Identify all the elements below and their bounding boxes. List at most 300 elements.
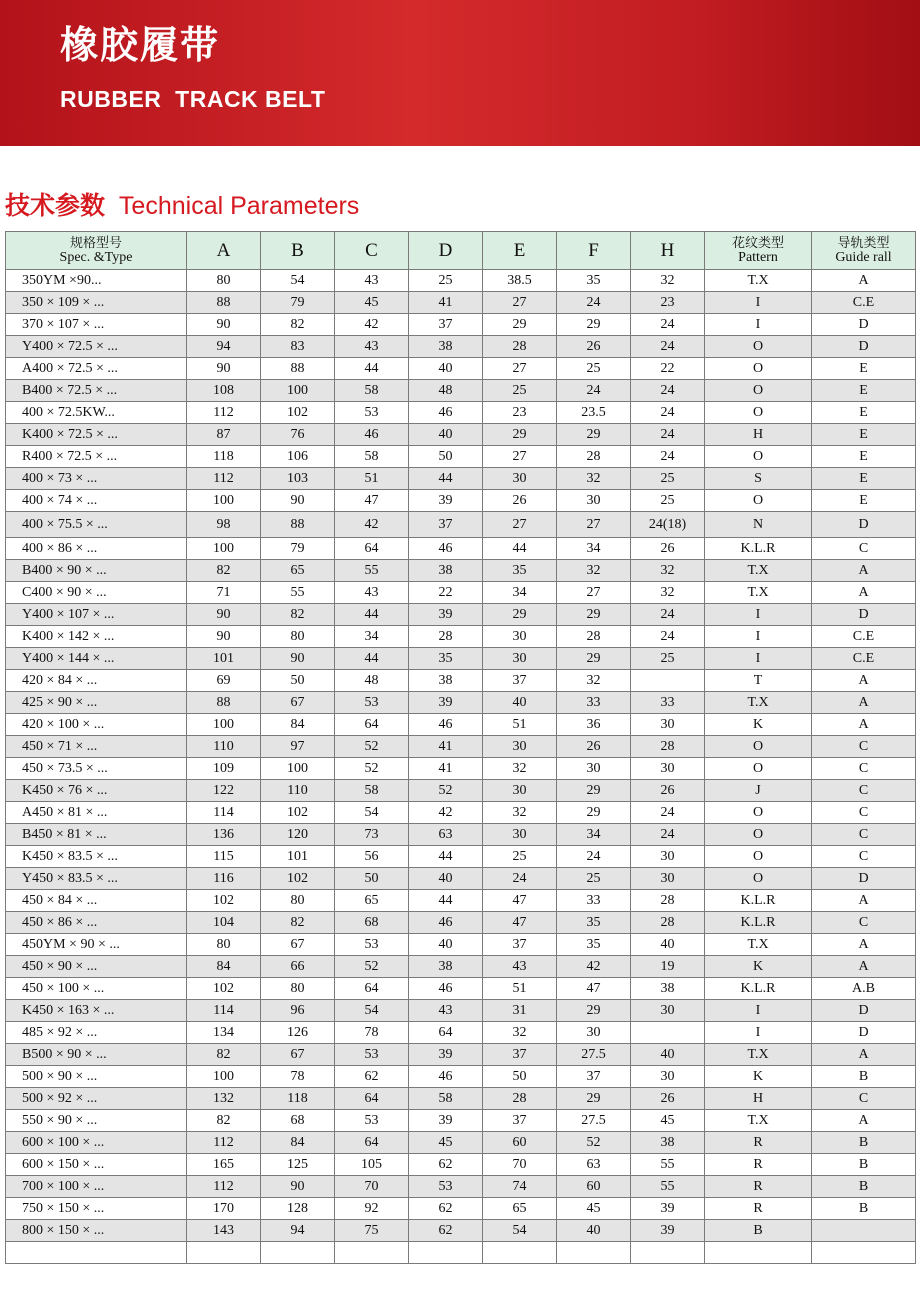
cell-f: 32: [557, 670, 631, 692]
cell-guide: C: [812, 780, 916, 802]
cell-a: 102: [187, 890, 261, 912]
cell-a: 100: [187, 538, 261, 560]
cell-a: 118: [187, 446, 261, 468]
cell-spec: Y400 × 72.5 × ...: [6, 336, 187, 358]
cell-e: 51: [483, 714, 557, 736]
cell-d: 40: [409, 868, 483, 890]
cell-spec: 500 × 90 × ...: [6, 1066, 187, 1088]
cell-c: 53: [335, 1110, 409, 1132]
cell-guide: [812, 1242, 916, 1264]
table-row: [6, 890, 916, 912]
cell-h: 30: [631, 846, 705, 868]
table-row: [6, 1000, 916, 1022]
cell-f: 25: [557, 868, 631, 890]
cell-a: 102: [187, 978, 261, 1000]
cell-guide: C.E: [812, 292, 916, 314]
cell-f: 45: [557, 1198, 631, 1220]
cell-d: 39: [409, 1044, 483, 1066]
cell-b: 79: [261, 538, 335, 560]
col-header-guide-cn: 导轨类型: [837, 235, 890, 251]
cell-h: 28: [631, 912, 705, 934]
cell-e: 30: [483, 648, 557, 670]
cell-guide: B: [812, 1154, 916, 1176]
cell-c: 51: [335, 468, 409, 490]
cell-h: 26: [631, 780, 705, 802]
cell-spec: R400 × 72.5 × ...: [6, 446, 187, 468]
cell-pattern: K.L.R: [705, 912, 812, 934]
cell-pattern: I: [705, 626, 812, 648]
cell-f: 24: [557, 292, 631, 314]
cell-spec: 485 × 92 × ...: [6, 1022, 187, 1044]
cell-spec: 500 × 92 × ...: [6, 1088, 187, 1110]
cell-a: 110: [187, 736, 261, 758]
cell-pattern: R: [705, 1132, 812, 1154]
table-row: [6, 692, 916, 714]
cell-e: 25: [483, 846, 557, 868]
cell-f: 32: [557, 468, 631, 490]
cell-d: 22: [409, 582, 483, 604]
cell-e: 70: [483, 1154, 557, 1176]
cell-b: 90: [261, 1176, 335, 1198]
col-header-h: H: [631, 232, 705, 270]
cell-e: 37: [483, 1044, 557, 1066]
cell-h: [631, 1242, 705, 1264]
cell-e: 27: [483, 446, 557, 468]
technical-parameters-table: [5, 231, 916, 1264]
col-header-guide: [812, 232, 916, 270]
cell-a: 136: [187, 824, 261, 846]
cell-guide: A: [812, 560, 916, 582]
cell-c: 44: [335, 604, 409, 626]
cell-e: 38.5: [483, 270, 557, 292]
cell-d: 46: [409, 538, 483, 560]
cell-guide: B: [812, 1066, 916, 1088]
cell-c: 44: [335, 648, 409, 670]
table-row: [6, 824, 916, 846]
cell-d: 37: [409, 314, 483, 336]
cell-d: 46: [409, 978, 483, 1000]
cell-h: 32: [631, 582, 705, 604]
cell-guide: D: [812, 604, 916, 626]
cell-f: 26: [557, 736, 631, 758]
cell-guide: C: [812, 802, 916, 824]
table-row: [6, 358, 916, 380]
cell-guide: E: [812, 468, 916, 490]
cell-d: 28: [409, 626, 483, 648]
cell-b: 80: [261, 978, 335, 1000]
cell-pattern: I: [705, 314, 812, 336]
cell-b: 118: [261, 1088, 335, 1110]
section-title-cn: 技术参数: [5, 191, 106, 220]
cell-f: 52: [557, 1132, 631, 1154]
cell-e: 32: [483, 802, 557, 824]
cell-guide: E: [812, 446, 916, 468]
cell-f: 24: [557, 846, 631, 868]
cell-a: 82: [187, 1044, 261, 1066]
cell-spec: B400 × 72.5 × ...: [6, 380, 187, 402]
cell-b: 126: [261, 1022, 335, 1044]
cell-c: 65: [335, 890, 409, 912]
cell-d: 48: [409, 380, 483, 402]
table-row: [6, 604, 916, 626]
cell-d: 44: [409, 846, 483, 868]
cell-guide: D: [812, 314, 916, 336]
cell-guide: A: [812, 714, 916, 736]
table-row: [6, 912, 916, 934]
cell-guide: D: [812, 336, 916, 358]
table-row: [6, 490, 916, 512]
cell-b: 96: [261, 1000, 335, 1022]
cell-pattern: O: [705, 868, 812, 890]
cell-a: 116: [187, 868, 261, 890]
cell-spec: 400 × 72.5KW...: [6, 402, 187, 424]
cell-c: 53: [335, 934, 409, 956]
cell-pattern: T.X: [705, 582, 812, 604]
cell-e: 74: [483, 1176, 557, 1198]
cell-b: 120: [261, 824, 335, 846]
cell-pattern: T: [705, 670, 812, 692]
cell-f: 29: [557, 802, 631, 824]
cell-f: 24: [557, 380, 631, 402]
cell-pattern: I: [705, 648, 812, 670]
cell-f: 63: [557, 1154, 631, 1176]
cell-spec: Y400 × 144 × ...: [6, 648, 187, 670]
table-row: [6, 582, 916, 604]
table-row: [6, 336, 916, 358]
cell-f: 26: [557, 336, 631, 358]
cell-f: 33: [557, 692, 631, 714]
cell-guide: C: [812, 538, 916, 560]
cell-pattern: K: [705, 714, 812, 736]
cell-c: 64: [335, 1088, 409, 1110]
cell-pattern: I: [705, 604, 812, 626]
cell-a: 100: [187, 490, 261, 512]
cell-guide: D: [812, 1000, 916, 1022]
table-row: [6, 1044, 916, 1066]
table-row: [6, 446, 916, 468]
table-row: [6, 560, 916, 582]
cell-e: 27: [483, 358, 557, 380]
cell-pattern: J: [705, 780, 812, 802]
cell-e: 30: [483, 824, 557, 846]
cell-pattern: O: [705, 446, 812, 468]
cell-f: 29: [557, 1000, 631, 1022]
cell-guide: A: [812, 934, 916, 956]
cell-e: 51: [483, 978, 557, 1000]
cell-b: 100: [261, 758, 335, 780]
cell-e: 29: [483, 604, 557, 626]
cell-a: 90: [187, 626, 261, 648]
cell-h: 25: [631, 490, 705, 512]
cell-h: 24(18): [631, 512, 705, 538]
cell-guide: A: [812, 1044, 916, 1066]
cell-spec: 450 × 71 × ...: [6, 736, 187, 758]
cell-c: 54: [335, 802, 409, 824]
cell-h: 26: [631, 1088, 705, 1110]
cell-spec: 350 × 109 × ...: [6, 292, 187, 314]
cell-b: 80: [261, 890, 335, 912]
cell-spec: 400 × 86 × ...: [6, 538, 187, 560]
cell-spec: 425 × 90 × ...: [6, 692, 187, 714]
cell-spec: A400 × 72.5 × ...: [6, 358, 187, 380]
cell-c: 64: [335, 978, 409, 1000]
cell-d: 50: [409, 446, 483, 468]
cell-d: 40: [409, 424, 483, 446]
cell-e: 29: [483, 424, 557, 446]
cell-e: 37: [483, 1110, 557, 1132]
cell-guide: A: [812, 956, 916, 978]
cell-h: 55: [631, 1176, 705, 1198]
cell-e: 31: [483, 1000, 557, 1022]
cell-spec: 700 × 100 × ...: [6, 1176, 187, 1198]
cell-b: 90: [261, 648, 335, 670]
cell-f: 30: [557, 1022, 631, 1044]
cell-e: 32: [483, 1022, 557, 1044]
cell-pattern: O: [705, 402, 812, 424]
cell-h: 32: [631, 560, 705, 582]
cell-e: 40: [483, 692, 557, 714]
cell-pattern: K.L.R: [705, 538, 812, 560]
cell-guide: C: [812, 912, 916, 934]
cell-c: 70: [335, 1176, 409, 1198]
table-row: [6, 934, 916, 956]
cell-c: 58: [335, 780, 409, 802]
table-row: [6, 780, 916, 802]
cell-b: 66: [261, 956, 335, 978]
cell-f: 27: [557, 512, 631, 538]
cell-d: 25: [409, 270, 483, 292]
cell-f: 42: [557, 956, 631, 978]
cell-a: 90: [187, 314, 261, 336]
cell-guide: C: [812, 824, 916, 846]
cell-h: 55: [631, 1154, 705, 1176]
table-row: [6, 868, 916, 890]
cell-spec: 420 × 84 × ...: [6, 670, 187, 692]
header-title-cn: 橡胶履带: [60, 23, 221, 67]
cell-b: 54: [261, 270, 335, 292]
cell-pattern: T.X: [705, 934, 812, 956]
cell-c: 55: [335, 560, 409, 582]
cell-a: 98: [187, 512, 261, 538]
cell-c: 34: [335, 626, 409, 648]
cell-f: 47: [557, 978, 631, 1000]
cell-f: 27.5: [557, 1110, 631, 1132]
cell-c: 47: [335, 490, 409, 512]
table-row: [6, 1220, 916, 1242]
cell-guide: C: [812, 758, 916, 780]
cell-f: 27.5: [557, 1044, 631, 1066]
cell-d: 46: [409, 714, 483, 736]
cell-guide: C: [812, 736, 916, 758]
cell-e: 30: [483, 468, 557, 490]
cell-c: 73: [335, 824, 409, 846]
cell-h: 30: [631, 1066, 705, 1088]
cell-e: 30: [483, 780, 557, 802]
cell-c: 52: [335, 758, 409, 780]
cell-spec: 600 × 100 × ...: [6, 1132, 187, 1154]
col-header-d: D: [409, 232, 483, 270]
cell-h: [631, 1022, 705, 1044]
cell-a: 109: [187, 758, 261, 780]
cell-b: 110: [261, 780, 335, 802]
cell-e: 28: [483, 336, 557, 358]
cell-c: 43: [335, 582, 409, 604]
cell-pattern: O: [705, 358, 812, 380]
cell-pattern: I: [705, 292, 812, 314]
cell-f: [557, 1242, 631, 1264]
cell-d: 46: [409, 1066, 483, 1088]
cell-d: 41: [409, 736, 483, 758]
cell-guide: E: [812, 490, 916, 512]
cell-guide: D: [812, 868, 916, 890]
table-row: [6, 714, 916, 736]
cell-a: 71: [187, 582, 261, 604]
cell-guide: C.E: [812, 626, 916, 648]
cell-c: 42: [335, 314, 409, 336]
cell-f: 29: [557, 424, 631, 446]
cell-c: 92: [335, 1198, 409, 1220]
cell-spec: K450 × 83.5 × ...: [6, 846, 187, 868]
cell-h: 23: [631, 292, 705, 314]
cell-e: 50: [483, 1066, 557, 1088]
table-row: [6, 1198, 916, 1220]
cell-guide: E: [812, 402, 916, 424]
cell-pattern: O: [705, 336, 812, 358]
cell-pattern: I: [705, 1000, 812, 1022]
cell-h: 39: [631, 1220, 705, 1242]
cell-a: 69: [187, 670, 261, 692]
cell-d: 42: [409, 802, 483, 824]
cell-h: 24: [631, 336, 705, 358]
cell-h: 24: [631, 604, 705, 626]
cell-f: 29: [557, 314, 631, 336]
cell-c: 54: [335, 1000, 409, 1022]
cell-h: 24: [631, 380, 705, 402]
cell-b: 65: [261, 560, 335, 582]
cell-spec: 400 × 75.5 × ...: [6, 512, 187, 538]
cell-d: 43: [409, 1000, 483, 1022]
cell-pattern: I: [705, 1022, 812, 1044]
table-row: [6, 1132, 916, 1154]
cell-a: 82: [187, 1110, 261, 1132]
cell-pattern: O: [705, 490, 812, 512]
cell-pattern: K.L.R: [705, 978, 812, 1000]
cell-b: 88: [261, 512, 335, 538]
table-row: [6, 1176, 916, 1198]
cell-h: 40: [631, 934, 705, 956]
cell-d: 52: [409, 780, 483, 802]
cell-d: 62: [409, 1198, 483, 1220]
cell-b: 102: [261, 402, 335, 424]
cell-pattern: H: [705, 424, 812, 446]
cell-h: [631, 670, 705, 692]
cell-guide: B: [812, 1198, 916, 1220]
cell-d: 39: [409, 692, 483, 714]
cell-h: 24: [631, 402, 705, 424]
cell-b: 76: [261, 424, 335, 446]
table-row: [6, 802, 916, 824]
cell-pattern: T.X: [705, 1044, 812, 1066]
table-body: [6, 270, 916, 1264]
cell-b: 94: [261, 1220, 335, 1242]
cell-guide: A: [812, 692, 916, 714]
cell-pattern: T.X: [705, 1110, 812, 1132]
cell-a: 122: [187, 780, 261, 802]
table-row: [6, 1022, 916, 1044]
cell-e: 44: [483, 538, 557, 560]
cell-h: 38: [631, 1132, 705, 1154]
col-header-pattern: [705, 232, 812, 270]
cell-b: 68: [261, 1110, 335, 1132]
cell-f: 60: [557, 1176, 631, 1198]
cell-e: 28: [483, 1088, 557, 1110]
cell-b: 88: [261, 358, 335, 380]
cell-c: 53: [335, 1044, 409, 1066]
cell-a: 170: [187, 1198, 261, 1220]
cell-spec: 800 × 150 × ...: [6, 1220, 187, 1242]
cell-a: 112: [187, 402, 261, 424]
cell-c: 48: [335, 670, 409, 692]
cell-pattern: O: [705, 824, 812, 846]
cell-h: 24: [631, 802, 705, 824]
cell-a: 88: [187, 692, 261, 714]
cell-spec: B500 × 90 × ...: [6, 1044, 187, 1066]
cell-a: 114: [187, 1000, 261, 1022]
cell-guide: A.B: [812, 978, 916, 1000]
cell-spec: 450 × 84 × ...: [6, 890, 187, 912]
cell-spec: 600 × 150 × ...: [6, 1154, 187, 1176]
cell-spec: K400 × 142 × ...: [6, 626, 187, 648]
cell-b: 100: [261, 380, 335, 402]
cell-spec: 450 × 73.5 × ...: [6, 758, 187, 780]
section-title-en: Technical Parameters: [118, 192, 360, 220]
cell-b: 79: [261, 292, 335, 314]
cell-e: 37: [483, 670, 557, 692]
cell-pattern: T.X: [705, 692, 812, 714]
cell-h: 24: [631, 824, 705, 846]
cell-a: 88: [187, 292, 261, 314]
cell-d: 41: [409, 758, 483, 780]
cell-pattern: B: [705, 1220, 812, 1242]
section-title: [5, 186, 359, 222]
cell-guide: E: [812, 358, 916, 380]
cell-spec: 400 × 74 × ...: [6, 490, 187, 512]
table-row: [6, 670, 916, 692]
cell-spec: 450 × 86 × ...: [6, 912, 187, 934]
cell-f: 23.5: [557, 402, 631, 424]
cell-f: 35: [557, 934, 631, 956]
cell-c: 53: [335, 402, 409, 424]
cell-h: 32: [631, 270, 705, 292]
cell-guide: C: [812, 846, 916, 868]
table-row: [6, 512, 916, 538]
cell-b: 101: [261, 846, 335, 868]
cell-f: 30: [557, 490, 631, 512]
cell-d: 38: [409, 956, 483, 978]
cell-e: 27: [483, 292, 557, 314]
cell-pattern: O: [705, 736, 812, 758]
cell-spec: 550 × 90 × ...: [6, 1110, 187, 1132]
cell-pattern: R: [705, 1154, 812, 1176]
cell-h: 19: [631, 956, 705, 978]
cell-e: 43: [483, 956, 557, 978]
cell-d: 41: [409, 292, 483, 314]
cell-b: 67: [261, 934, 335, 956]
cell-c: 105: [335, 1154, 409, 1176]
cell-e: 29: [483, 314, 557, 336]
cell-b: 128: [261, 1198, 335, 1220]
cell-a: 114: [187, 802, 261, 824]
